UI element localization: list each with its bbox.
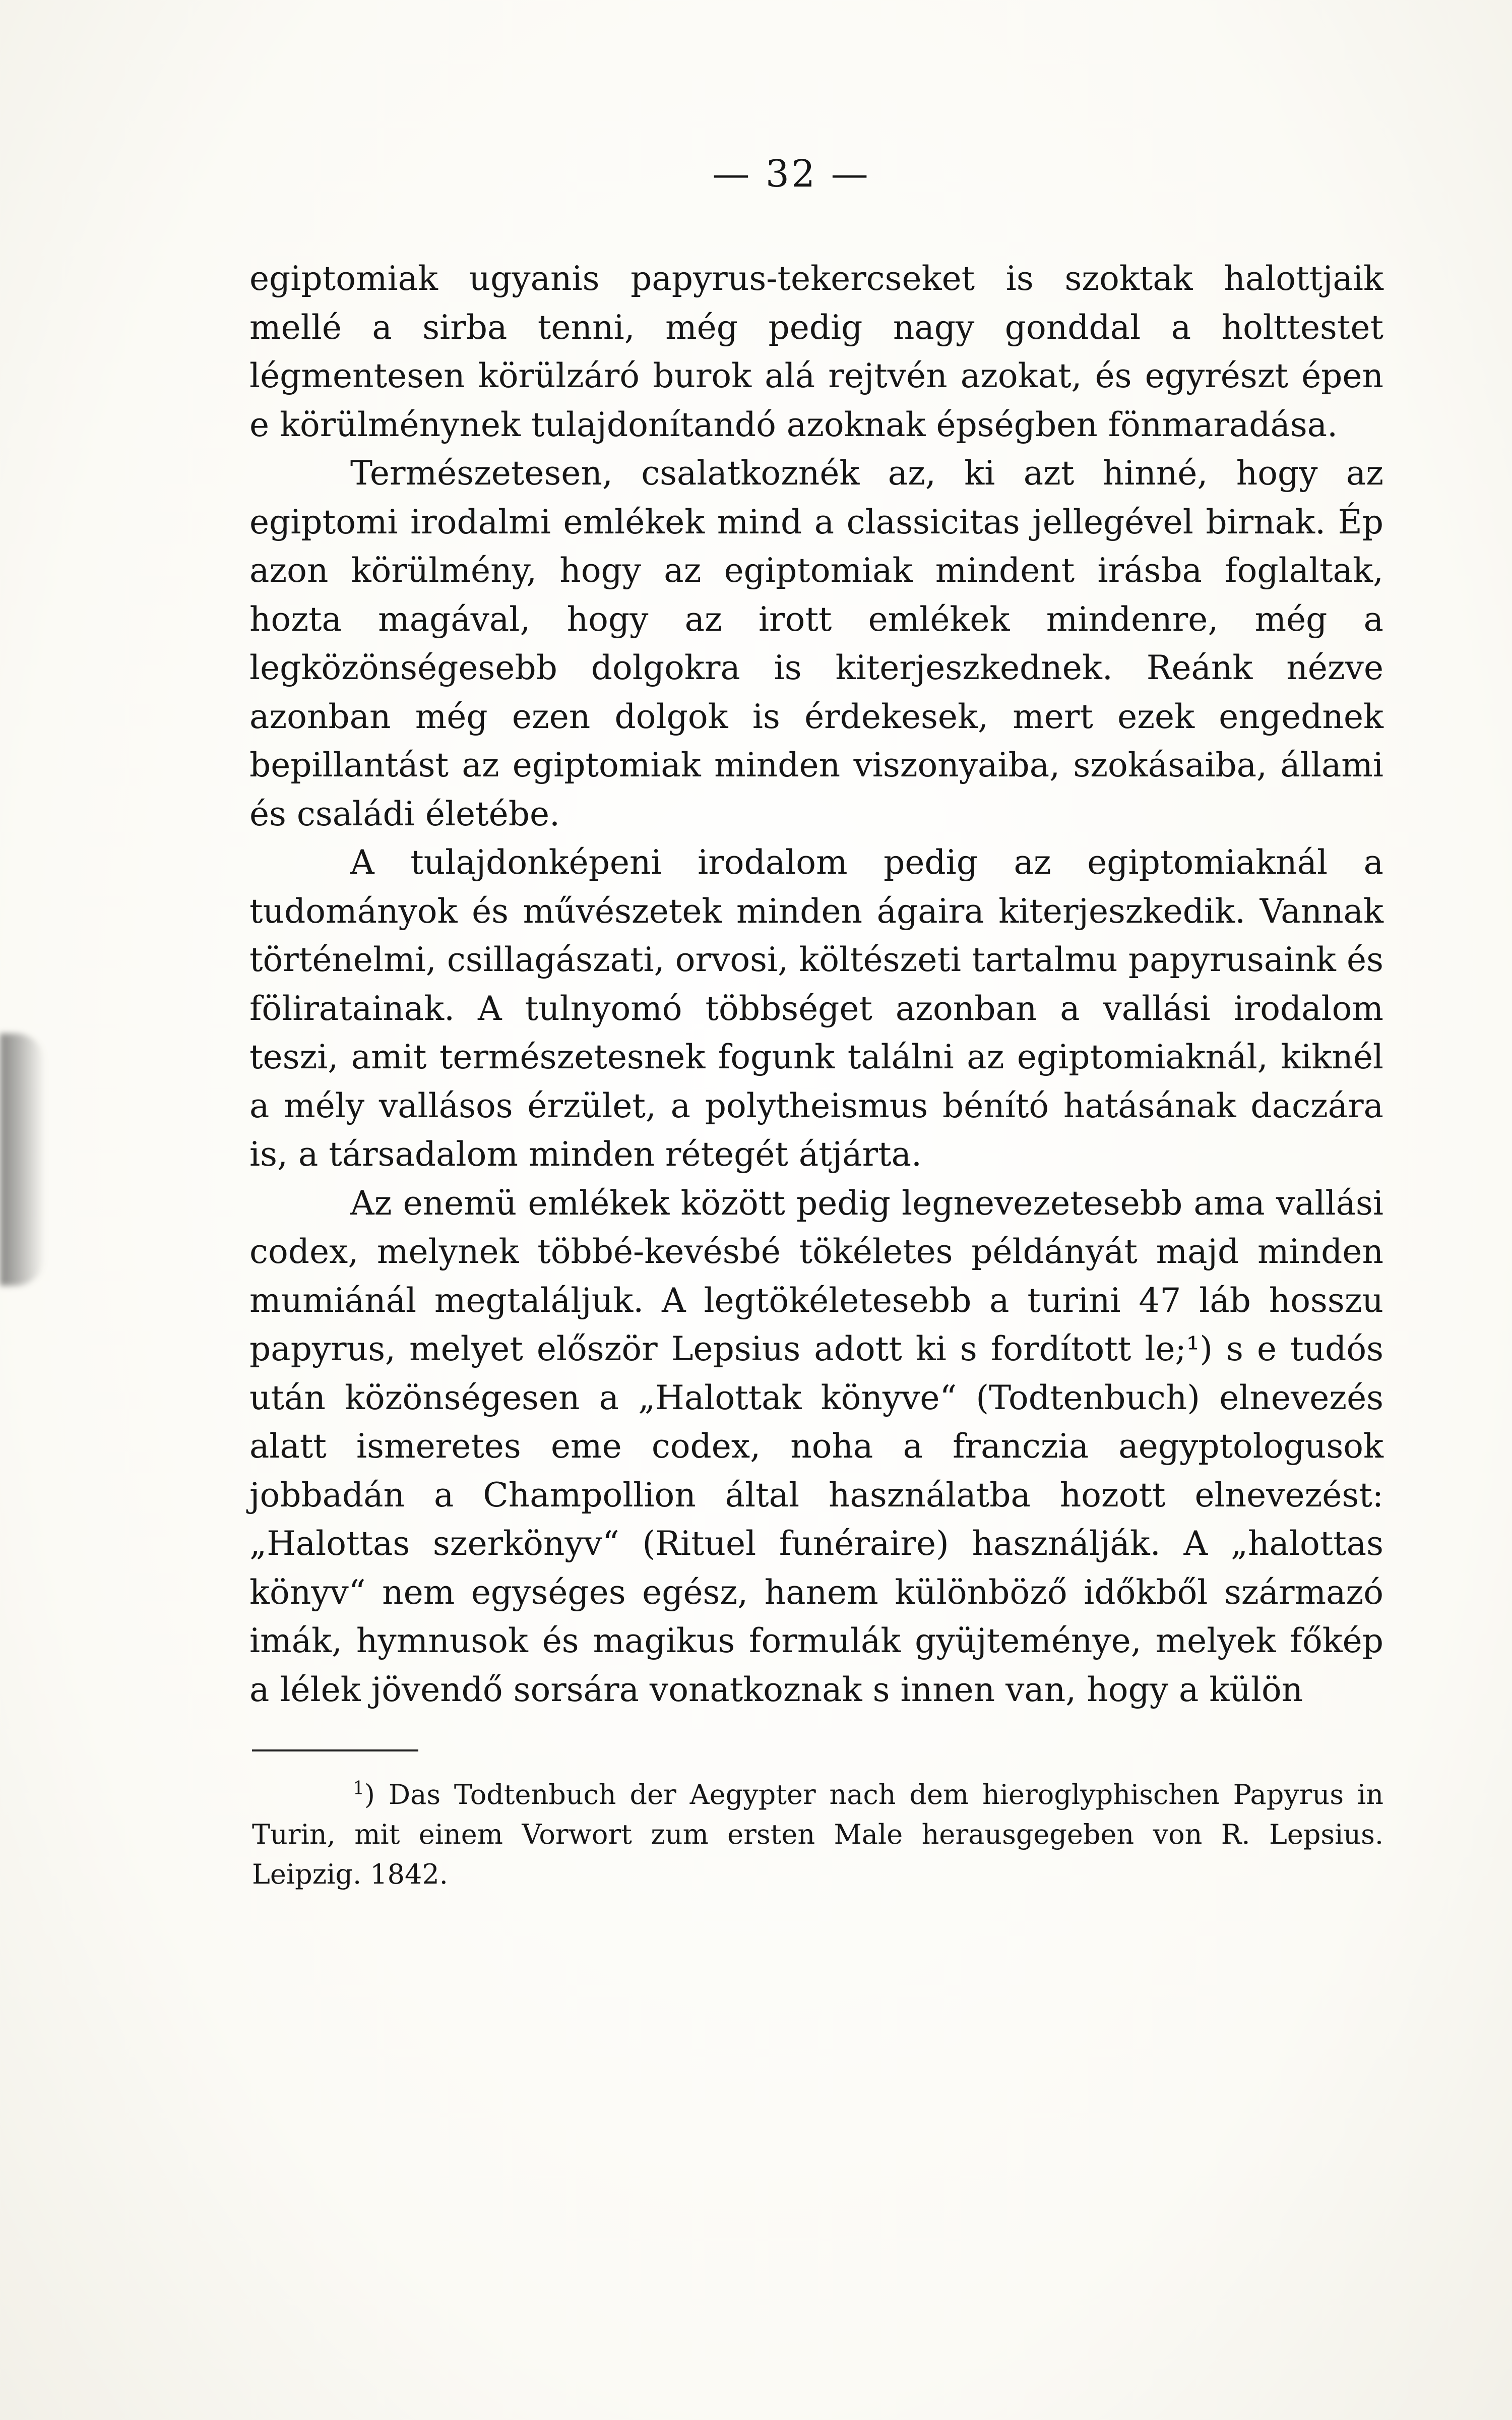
- footnotes: [252, 1775, 1383, 1894]
- footnote-text: ) Das Todtenbuch der Aegypter nach dem hieroglyphischen Papyrus in Turin, mit einem Vorwort zum ersten Male herausgegeben von R. Lepsius. Leipzig. 1842.: [252, 1779, 1383, 1890]
- footnote-divider: [252, 1749, 418, 1751]
- paragraph-1: egiptomiak ugyanis papyrus-tekercseket is szoktak halottjaik mellé a sirba tenni, még pedig nagy gonddal a holttestet légmentesen körülzáró burok alá rejtvén azokat, és egyrészt épen e körülménynek tulajdonítandó azoknak épségben fönmaradása.: [249, 259, 1383, 444]
- page-edge-shadow: [0, 1034, 45, 1286]
- page-number: — 32 —: [712, 152, 870, 196]
- paragraph-3: A tulajdonképeni irodalom pedig az egiptomiaknál a tudományok és művészetek minden ágaira kiterjeszkedik. Vannak történelmi, csillagászati, orvosi, költészeti tartalmu papyrusaink és föliratainak. A tulnyomó többséget azonban a vallási irodalom teszi, amit természetesnek fogunk találni az egiptomiaknál, kiknél a mély vallásos érzület, a polytheismus bénító hatásának daczára is, a társadalom minden rétegét átjárta.: [249, 843, 1383, 1174]
- footnote-marker: 1: [353, 1778, 364, 1799]
- footnote-1: [252, 1775, 1383, 1894]
- paragraph-4: Az enemü emlékek között pedig legnevezetesebb ama vallási codex, melynek többé-kevésbé tökéletes példányát majd minden mumiánál megtaláljuk. A legtökéletesebb a turini 47 láb hosszu papyrus, melyet először Lepsius adott ki s fordított le;¹) s e tudós után közönségesen a „Halottak könyve“ (Todtenbuch) elnevezés alatt ismeretes eme codex, noha a franczia aegyptologusok jobbadán a Champollion által használatba hozott elnevezést: „Halottas szerkönyv“ (Rituel funéraire) használják. A „halottas könyv“ nem egységes egész, hanem különböző időkből származó imák, hymnusok és magikus formulák gyüjteménye, melyek főkép a lélek jövendő sorsára vonatkoznak s innen van, hogy a külön: [249, 1183, 1383, 1709]
- main-text: [249, 255, 1383, 1714]
- paragraph-2: Természetesen, csalatkoznék az, ki azt hinné, hogy az egiptomi irodalmi emlékek mind a classicitas jellegével birnak. Ép azon körülmény, hogy az egiptomiak mindent irásba foglaltak, hozta magával, hogy az irott emlékek mindenre, még a legközönségesebb dolgokra is kiterjeszkednek. Reánk nézve azonban még ezen dolgok is érdekesek, mert ezek engednek bepillantást az egiptomiak minden viszonyaiba, szokásaiba, állami és családi életébe.: [249, 454, 1383, 833]
